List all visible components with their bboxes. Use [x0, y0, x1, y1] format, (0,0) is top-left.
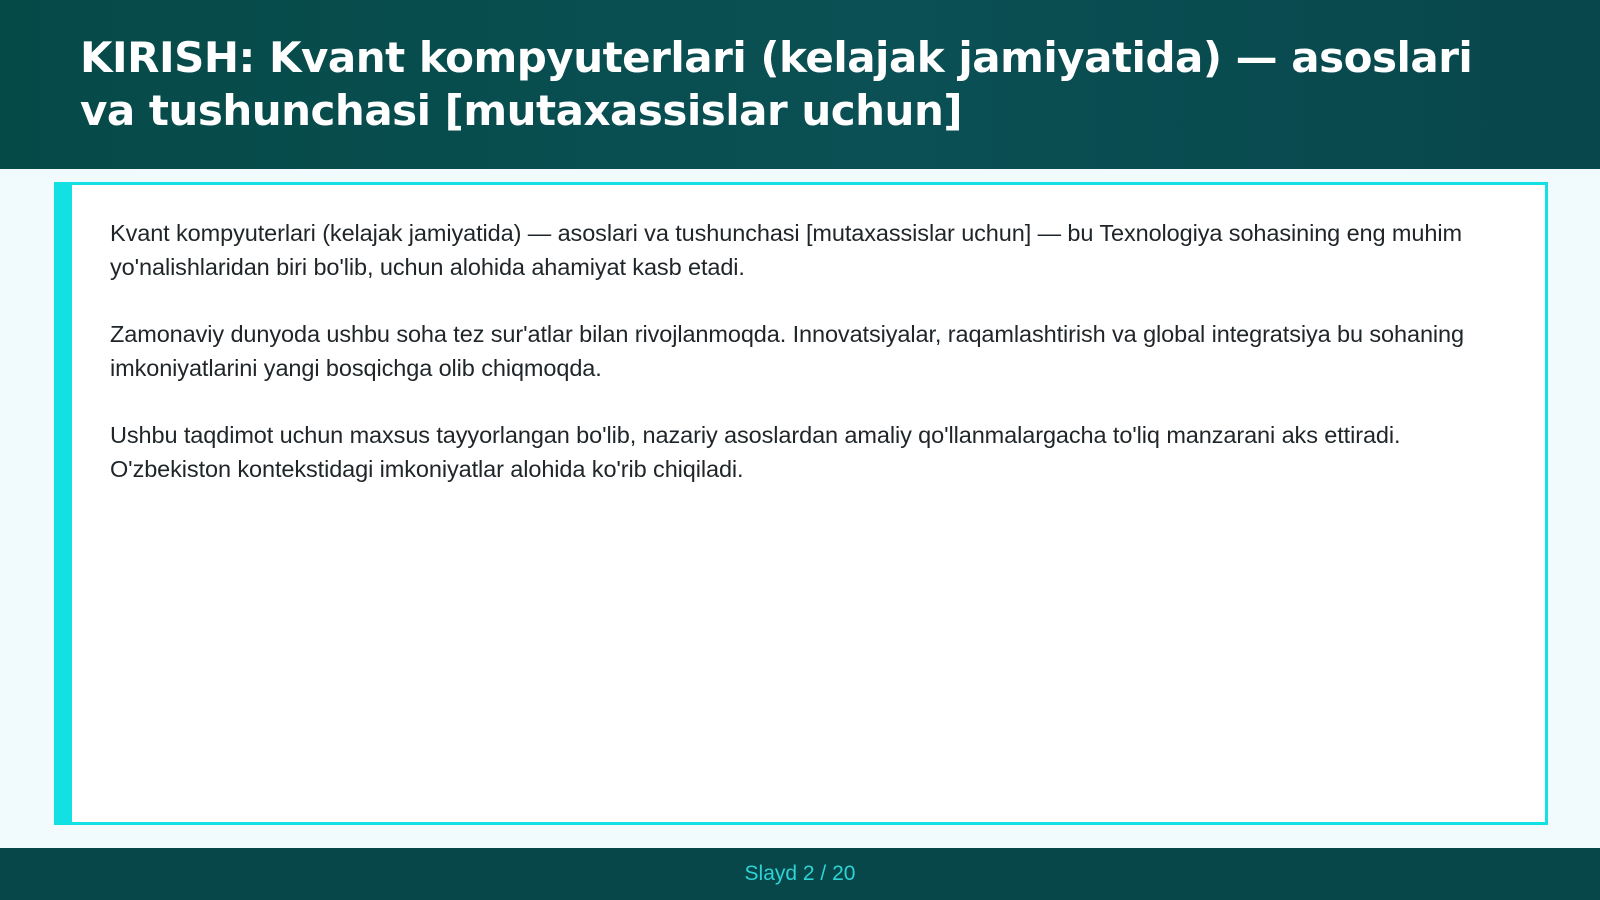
- slide-title: KIRISH: Kvant kompyuterlari (kelajak jamiyatida) — asoslari va tushunchasi [mutaxassislar uchun]: [80, 33, 1473, 135]
- paragraph-modern-world: Zamonaviy dunyoda ushbu soha tez sur'atlar bilan rivojlanmoqda. Innovatsiyalar, raqamlashtirish va global integratsiya bu sohaning imkoniyatlarini yangi bosqichga olib chiqmoqda.: [110, 321, 1464, 381]
- content-card: [54, 182, 1548, 825]
- paragraph-presentation: Ushbu taqdimot uchun maxsus tayyorlangan bo'lib, nazariy asoslardan amaliy qo'llanmalargacha to'liq manzarani aks ettiradi. O'zbekiston kontekstidagi imkoniyatlar alohida ko'rib chiqiladi.: [110, 422, 1401, 482]
- slide-header: [0, 0, 1600, 169]
- slide-footer: [0, 848, 1600, 900]
- paragraph-intro: Kvant kompyuterlari (kelajak jamiyatida) — asoslari va tushunchasi [mutaxassislar uchun] — bu Texnologiya sohasining eng muhim yo'nalishlaridan biri bo'lib, uchun alohida ahamiyat kasb etadi.: [110, 220, 1462, 280]
- slide-counter: Slayd 2 / 20: [744, 862, 856, 885]
